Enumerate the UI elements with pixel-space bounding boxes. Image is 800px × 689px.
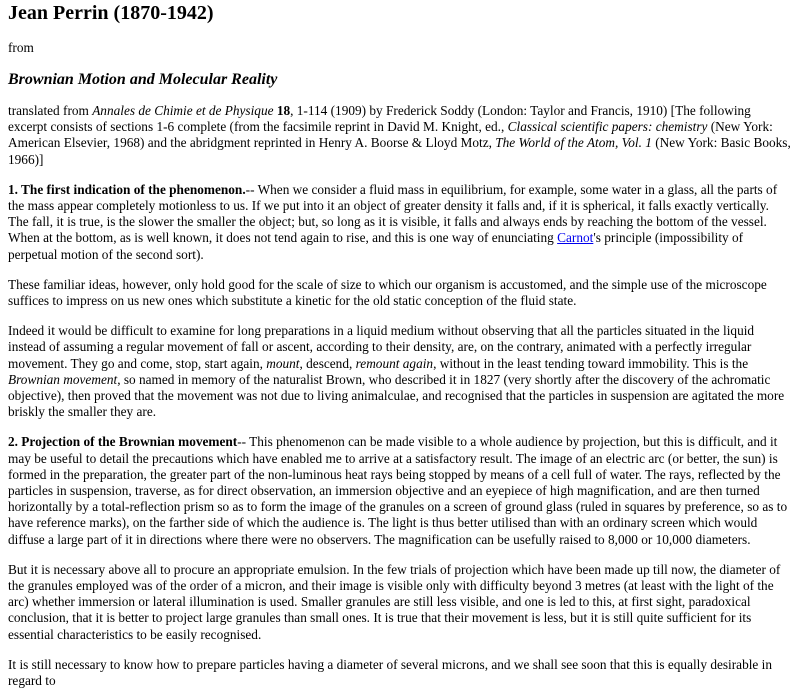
text-run: But it is necessary above all to procure an appropriate emulsion. In the few trials of projection which have been made up till now, the diameter of the granules employed was of the order of a micron, and their image is visible only with difficulty beyond 3 metres (at least with the light of the arc) whether immersion or lateral illumination is used. Smaller granules are still less visible, and one is led to this, at first sight, paradoxical conclusion, that it is better to project large granules than small ones. It is true that their movement is less, but it is still quite sufficient for its essential characteristics to be easily recognised. [8,561,781,642]
carnot-link[interactable]: Carnot [557,230,594,246]
text-run: (New York: Basic Books, 1966)] [8,135,791,167]
text-run: (New York: American Elsevier, 1968) and the abridgment reprinted in Henry A. Boorse & Lloyd Motz, [8,119,773,151]
paragraph [8,434,792,547]
italic-text: Annales de Chimie et de Physique [92,103,274,118]
section-heading: 1. The first indication of the phenomenon. [8,181,246,197]
section-heading: 18 [276,103,291,118]
italic-text: mount [266,355,300,371]
text-run: Indeed it would be difficult to examine for long preparations in a liquid medium without observing that all the particles situated in the liquid instead of assuming a regular movement of fall or ascent, according to their density, are, on the contrary, animated with a perfectly irregular movement. They go and come, stop, start again, [8,323,755,371]
from-label: from [8,40,34,55]
section-heading: 2. Projection of the Brownian movement [8,434,238,450]
text-run: These familiar ideas, however, only hold good for the scale of size to which our organism is accustomed, and the simple use of the microscope suffices to impress on us new ones which substitute a kinetic for the old static conception of the fluid state. [8,276,767,309]
text-run: , descend, [299,355,356,371]
text-run: -- When we consider a fluid mass in equilibrium, for example, some water in a glass, all the parts of the mass appear completely motionless to us. If we put into it an object of greater density it falls and, if it is spherical, it falls exactly vertically. The fall, it is true, is the slower the smaller the object; but, so long as it is visible, it falls and always ends by reaching the bottom of the vessel. When at the bottom, as is well known, it does not tend again to rise, and this is one way of enunciating [8,181,778,246]
text-run: -- This phenomenon can be made visible to a whole audience by projection, but this is difficult, and it may be useful to detail the precautions which have enabled me to arrive at a satisfactory result. The image of an electric arc (or better, the sun) is formed in the preparation, the greater part of the non-luminous heat rays being stopped by means of a cell full of water. The rays, reflected by the particles in suspension, traverse, as for direct observation, an immersion objective and an eyepiece of high magnification, and are then turned horizontally by a total-reflection prism so as to form the image of the granules on a screen of ground glass (ruled in squares by preference, so as to have reference marks), on the farther side of which the audience is. The light is thus better utilised than with an ordinary screen which would diffuse a large part of it in directions where there were no observers. The magnification can be usefully raised to 8,000 or 10,000 diameters. [8,434,788,547]
italic-text: Classical scientific papers: chemistry [507,119,708,135]
italic-text: The World of the Atom, Vol. 1 [495,135,652,151]
italic-text: Brownian movement [8,371,118,387]
paragraph [8,182,792,263]
text-run: , 1-114 (1909) by Frederick Soddy (London: Taylor and Francis, 1910) [The following excerpt consists of sections 1-6 complete (from the facsimile reprint in David M. Knight, ed., [8,103,751,135]
text-run: It is still necessary to know how to prepare particles having a diameter of several microns, and we shall see soon that this is equally desirable in regard to [8,656,772,689]
text-run: 's principle (impossibility of perpetual motion of the second sort). [8,230,744,262]
paragraph [8,562,792,643]
page-title: Jean Perrin (1870-1942) [8,2,214,24]
document-body [8,103,792,689]
text-run: translated from [8,103,93,118]
text-run: , without in the least tending toward immobility. This is the [433,355,749,371]
paragraph [8,277,792,309]
paragraph [8,323,792,420]
work-title: Brownian Motion and Molecular Reality [8,71,278,88]
text-run: , so named in memory of the naturalist Brown, who described it in 1827 (very shortly after the discovery of the achromatic objective), then proved that the movement was not due to living animalculae, and recognised that the particles in suspension are agitated the more briskly the smaller they are. [8,371,785,420]
translation-note [8,103,792,168]
paragraph [8,657,792,689]
italic-text: remount again [355,355,434,371]
